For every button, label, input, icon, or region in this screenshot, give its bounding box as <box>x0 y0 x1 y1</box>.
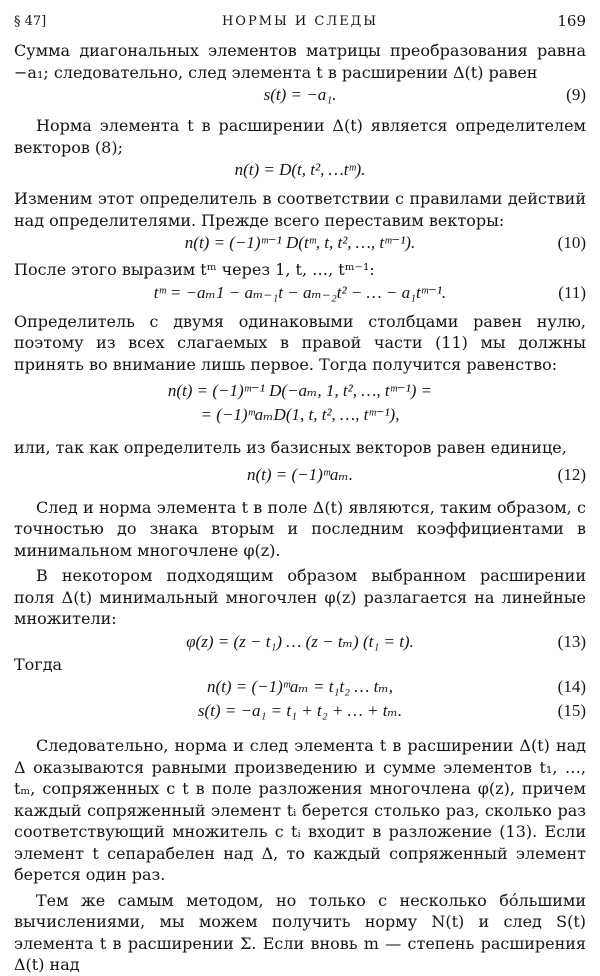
paragraph: Изменим этот определитель в соответствии с правилами действий над определителями. Прежде всего переставим векторы: <box>14 189 586 230</box>
formula: n(t) = D(t, t², …tᵐ). <box>234 160 366 179</box>
paragraph: Тогда <box>14 654 63 674</box>
paragraph: Сумма диагональных элементов матрицы преобразования равна −a₁; следовательно, след элемента t в расширении Δ(t) равен <box>14 41 586 82</box>
page-number: 169 <box>557 12 586 30</box>
equation-9 <box>14 83 586 107</box>
formula: n(t) = (−1)ᵐ⁻¹ D(tᵐ, t, t², …, tᵐ⁻¹). <box>184 233 416 252</box>
formula: tᵐ = −aₘ1 − aₘ₋₁t − aₘ₋₂t² − … − a₁tᵐ⁻¹. <box>153 282 447 302</box>
paragraph: В некотором подходящим образом выбранном расширении поля Δ(t) минимальный многочлен φ(z) разлагается на линейные множители: <box>14 566 586 628</box>
equation-11 <box>14 281 586 305</box>
paragraph: Определитель с двумя одинаковыми столбцами равен нулю, поэтому из всех слагаемых в правой части (11) мы должны принять во внимание лишь первое. Тогда получится равенство: <box>14 311 586 374</box>
paragraph: След и норма элемента t в поле Δ(t) являются, таким образом, с точностью до знака вторым и последним коэффициентами в минимальном многочлене φ(z). <box>14 497 586 560</box>
paragraph: Тем же самым методом, но только с несколько бо́льшими вычислениями, мы можем получить норму N(t) и след S(t) элемента t в расширении Σ. Если вновь m — степень расширения Δ(t) над <box>14 890 586 974</box>
equation-13 <box>14 630 586 654</box>
formula: s(t) = −a₁ = t₁ + t₂ + … + tₘ. <box>197 701 403 720</box>
paragraph: Следовательно, норма и след элемента t в расширении Δ(t) над Δ оказываются равными произведению и сумме элементов t₁, …, tₘ, сопряженных с t в поле разложения многочлена φ(z), причем каждый сопряженный элемент tᵢ берется столько раз, сколько раз соответствующий множитель с tᵢ входит в разложение (13). Если элемент t сепарабелен над Δ, то каждый сопряженный элемент берется один раз. <box>14 736 586 884</box>
equation <box>14 158 586 182</box>
formula: n(t) = (−1)ᵐaₘ. <box>246 464 354 484</box>
running-header <box>14 0 586 40</box>
equation-number: (13) <box>557 631 586 651</box>
formula: n(t) = (−1)ᵐ⁻¹ D(−aₘ, 1, t², …, tᵐ⁻¹) = <box>167 381 433 400</box>
equation-number: (10) <box>557 233 586 252</box>
formula: = (−1)ᵐaₘD(1, t, t², …, tᵐ⁻¹), <box>200 405 400 424</box>
running-title: НОРМЫ И СЛЕДЫ <box>221 14 379 29</box>
equation-number: (12) <box>557 464 586 484</box>
paragraph: или, так как определитель из базисных векторов равен единице, <box>14 438 567 457</box>
formula: n(t) = (−1)ᵐaₘ = t₁t₂ … tₘ, <box>206 677 394 696</box>
equation-number: (9) <box>566 85 586 104</box>
equation-number: (15) <box>557 701 586 720</box>
equation-10 <box>14 231 586 255</box>
equation-line <box>14 403 586 427</box>
book-page <box>14 0 586 976</box>
equation-number: (11) <box>558 282 586 302</box>
equation-12 <box>14 463 586 487</box>
formula: φ(z) = (z − t₁) … (z − tₘ) (t₁ = t). <box>186 631 414 651</box>
equation-number: (14) <box>557 677 586 696</box>
equation-15 <box>14 699 586 723</box>
paragraph: После этого выразим tᵐ через 1, t, …, tᵐ⁻¹: <box>14 260 375 279</box>
equation-14 <box>14 675 586 699</box>
section-marker: § 47] <box>14 14 47 29</box>
paragraph: Норма элемента t в расширении Δ(t) является определителем векторов (8); <box>14 116 586 157</box>
formula: s(t) = −a₁. <box>263 85 337 104</box>
equation-line <box>14 379 586 403</box>
